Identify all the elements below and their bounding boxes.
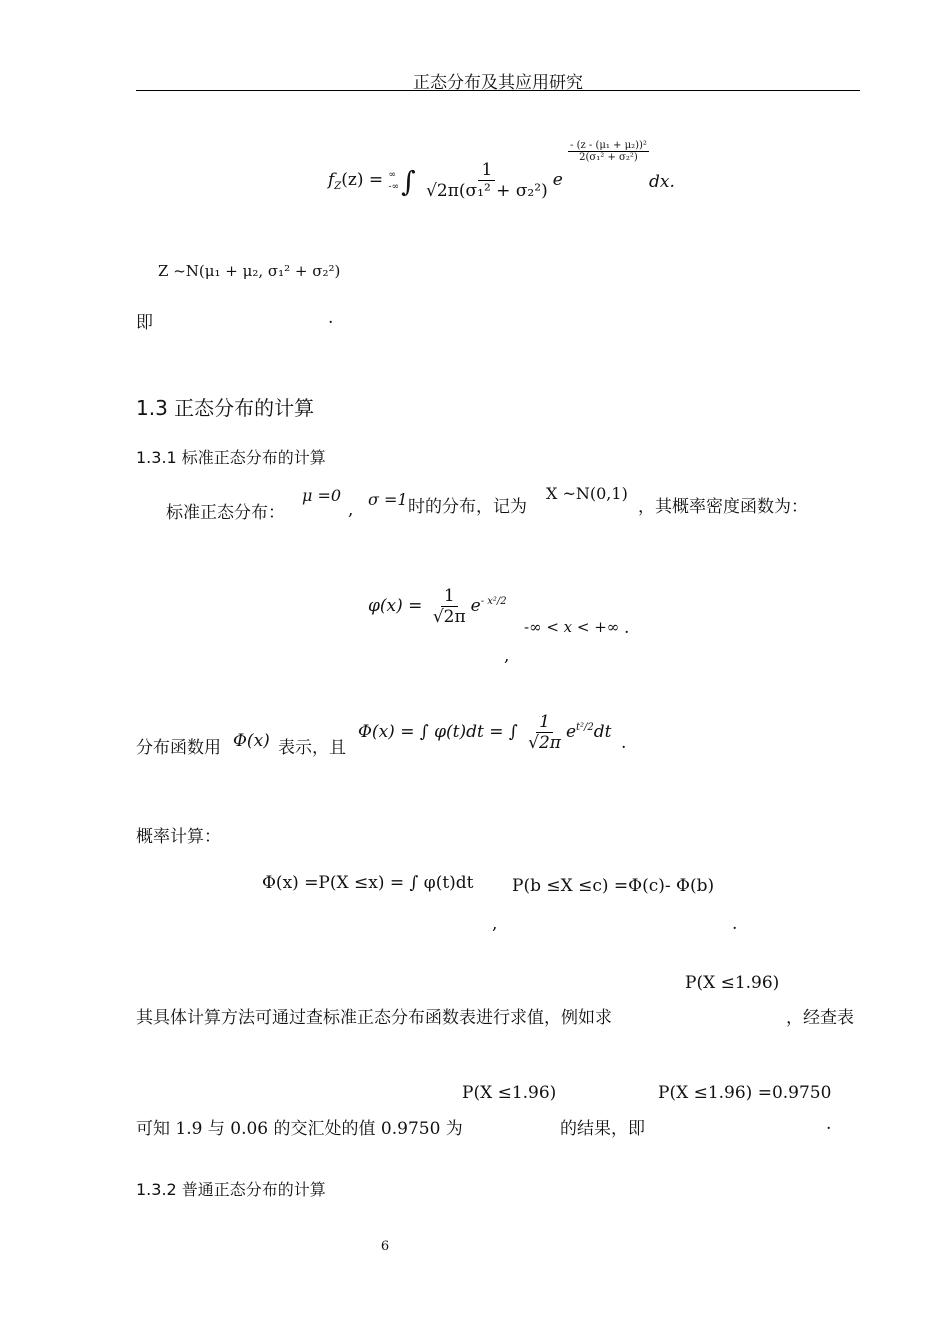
- para2-mid: 的结果，即: [560, 1119, 645, 1139]
- section-heading-1-3-1: 1.3.1 标准正态分布的计算: [136, 448, 326, 467]
- cdf-mid: 表示，且: [278, 738, 346, 758]
- header-rule: [136, 90, 860, 91]
- cdf-lead: 分布函数用: [136, 738, 221, 758]
- cdf-period: .: [621, 733, 627, 753]
- std-normal-dist: X ~N(0,1): [546, 484, 628, 503]
- ji-label: 即: [136, 313, 153, 333]
- running-header: 正态分布及其应用研究: [413, 73, 583, 93]
- formula-fz-dx: dx.: [649, 172, 675, 192]
- para2-formula-a: P(X ≤1.96): [462, 1083, 557, 1103]
- prob-period: .: [732, 914, 738, 934]
- formula-fz: $f_Z(z)$ = ∞ -∞ ∫ $\frac{1}{\text{√2π(σ₁² + σ₂²)}}$ e: [328, 160, 563, 201]
- formula-z-distribution: Z ~N(μ₁ + μ₂, σ₁² + σ₂²): [158, 262, 341, 280]
- formula-cdf: Φ(x) = ∫ φ(t)dt = ∫ $\frac{1}{√2\pi}$ $e^{t^2/2}dt$: [358, 712, 612, 753]
- probability-label: 概率计算：: [136, 827, 221, 847]
- prob-comma: ,: [492, 914, 498, 934]
- pdf-period: .: [624, 618, 630, 638]
- formula-fz-fraction: $\frac{1}{\text{√2π(σ₁² + σ₂²)}}$: [426, 160, 548, 201]
- ji-period: .: [328, 308, 334, 328]
- page-number: 6: [380, 1239, 390, 1254]
- para1-tail: ，经查表: [786, 1008, 854, 1028]
- cdf-phi: Φ(x): [233, 731, 270, 751]
- std-normal-mu: μ =0: [302, 486, 342, 505]
- para2-period: .: [826, 1114, 832, 1134]
- para1-text: 其具体计算方法可通过查标准正态分布函数表进行求值，例如求: [136, 1008, 612, 1028]
- pdf-comma: ,: [504, 646, 510, 666]
- pdf-range: -∞ < x < +∞: [524, 618, 620, 636]
- para1-formula: P(X ≤1.96): [685, 973, 780, 993]
- std-normal-comma: ,: [348, 500, 354, 520]
- std-normal-sigma: σ =1: [368, 490, 408, 509]
- para2-formula-b: P(X ≤1.96) =0.9750: [658, 1083, 832, 1103]
- formula-fz-exponent: - (z - (μ₁ + μ₂))² 2(σ₁² + σ₂²): [570, 140, 647, 163]
- std-normal-mid: 时的分布，记为: [408, 497, 527, 517]
- std-normal-lead: 标准正态分布：: [166, 503, 285, 523]
- formula-prob-cdf: Φ(x) =P(X ≤x) = ∫ φ(t)dt: [262, 873, 474, 893]
- formula-pdf: φ(x) = $\frac{1}{√2\pi}$ $e^{- x^2/2}$: [368, 586, 507, 627]
- para2-text: 可知 1.9 与 0.06 的交汇处的值 0.9750 为: [136, 1119, 463, 1139]
- formula-prob-interval: P(b ≤X ≤c) =Φ(c)- Φ(b): [512, 876, 715, 896]
- section-heading-1-3-2: 1.3.2 普通正态分布的计算: [136, 1180, 326, 1199]
- std-normal-tail: ，其概率密度函数为：: [638, 497, 808, 517]
- section-heading-1-3: 1.3 正态分布的计算: [136, 396, 315, 420]
